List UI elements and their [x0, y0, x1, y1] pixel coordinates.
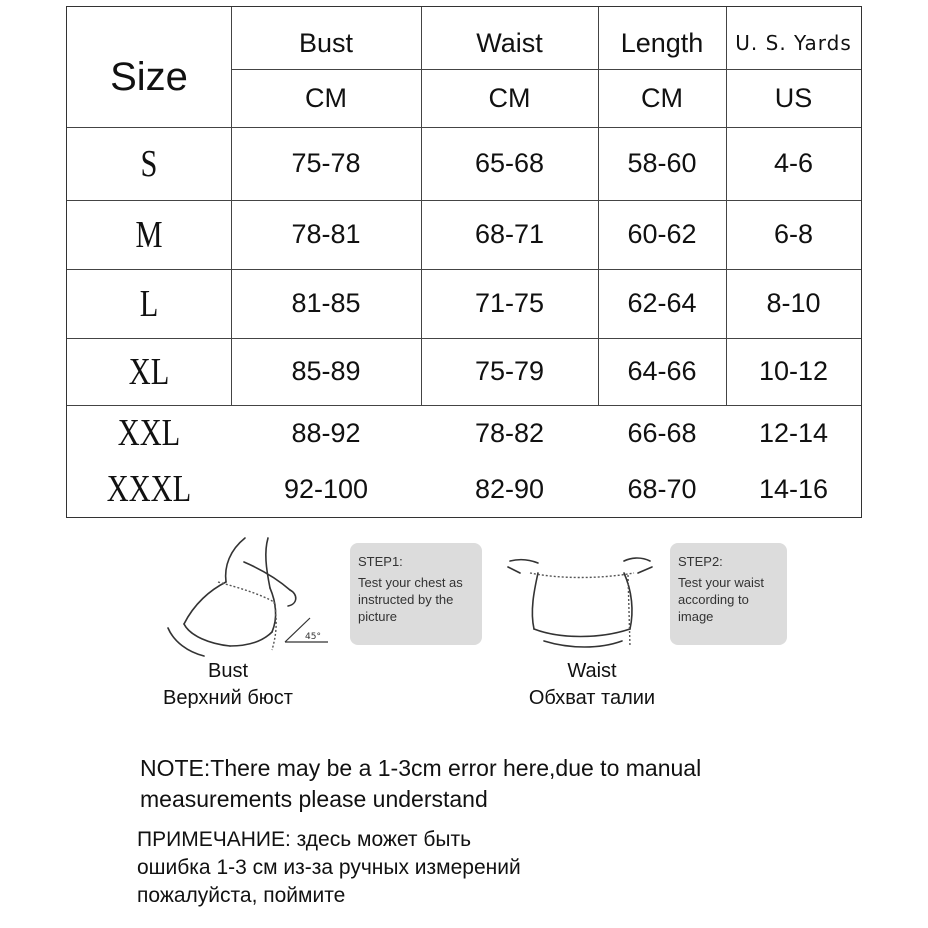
- us-yards-header: U. S. Yards: [735, 31, 852, 55]
- bust-cell: 75-78: [291, 148, 361, 178]
- note-ru-line3: пожалуйста, поймите: [137, 884, 346, 907]
- length-header: Length: [620, 27, 704, 58]
- note-ru-line2: ошибка 1-3 см из-за ручных измерений: [137, 856, 521, 879]
- bust-cell: 78-81: [291, 219, 361, 249]
- size-cell: XL: [128, 350, 170, 393]
- waist-unit: CM: [488, 82, 531, 113]
- size-cell: XXXL: [106, 468, 192, 510]
- size-cell: XXL: [117, 412, 181, 454]
- bust-header: Bust: [298, 27, 354, 58]
- step1-card: [350, 543, 482, 645]
- us-cell: 14-16: [758, 473, 829, 504]
- note-en-line1: NOTE:There may be a 1-3cm error here,due to manual: [140, 755, 702, 781]
- size-header: Size: [110, 54, 188, 99]
- size-cell: L: [139, 282, 159, 325]
- length-cell: 68-70: [627, 473, 697, 504]
- bust-caption-en: Bust: [207, 660, 249, 682]
- note-ru-line1: ПРИМЕЧАНИЕ: здесь может быть: [137, 828, 472, 851]
- length-cell: 62-64: [627, 288, 697, 318]
- size-cell: M: [135, 213, 163, 256]
- waist-header: Waist: [476, 27, 543, 58]
- angle-label: 45°: [305, 632, 321, 642]
- waist-caption-en: Waist: [567, 660, 617, 682]
- length-unit: CM: [641, 82, 683, 113]
- length-cell: 58-60: [627, 148, 697, 178]
- step2-title: STEP2:: [678, 554, 723, 569]
- step2-text: Test your waist according to image: [678, 575, 764, 624]
- us-unit: US: [774, 82, 813, 113]
- length-cell: 60-62: [627, 219, 697, 249]
- waist-caption-ru: Обхват талии: [528, 687, 656, 709]
- us-cell: 12-14: [758, 417, 829, 448]
- bust-cell: 85-89: [291, 356, 361, 386]
- step2-card: [670, 543, 787, 645]
- waist-cell: 75-79: [474, 356, 545, 386]
- waist-measure-illustration: [500, 545, 670, 655]
- length-cell: 66-68: [627, 417, 697, 448]
- waist-cell: 68-71: [474, 219, 545, 249]
- bust-unit: CM: [305, 82, 347, 113]
- bust-cell: 81-85: [291, 288, 361, 318]
- bust-caption-ru: Верхний бюст: [163, 687, 293, 709]
- bust-cell: 88-92: [291, 417, 361, 448]
- length-cell: 64-66: [627, 356, 697, 386]
- us-cell: 10-12: [758, 356, 829, 386]
- bust-cell: 92-100: [283, 473, 369, 504]
- step1-text: Test your chest as instructed by the picture: [358, 575, 463, 624]
- us-cell: 8-10: [766, 288, 821, 318]
- waist-cell: 65-68: [474, 148, 545, 178]
- us-cell: 6-8: [773, 219, 814, 249]
- step1-title: STEP1:: [358, 554, 403, 569]
- waist-cell: 82-90: [474, 473, 545, 504]
- us-cell: 4-6: [773, 148, 814, 178]
- bust-measure-illustration: [160, 532, 335, 657]
- size-chart-table: [66, 6, 862, 518]
- waist-cell: 78-82: [474, 417, 545, 448]
- size-cell: S: [140, 142, 158, 185]
- waist-cell: 71-75: [474, 288, 545, 318]
- note-en-line2: measurements please understand: [140, 786, 488, 812]
